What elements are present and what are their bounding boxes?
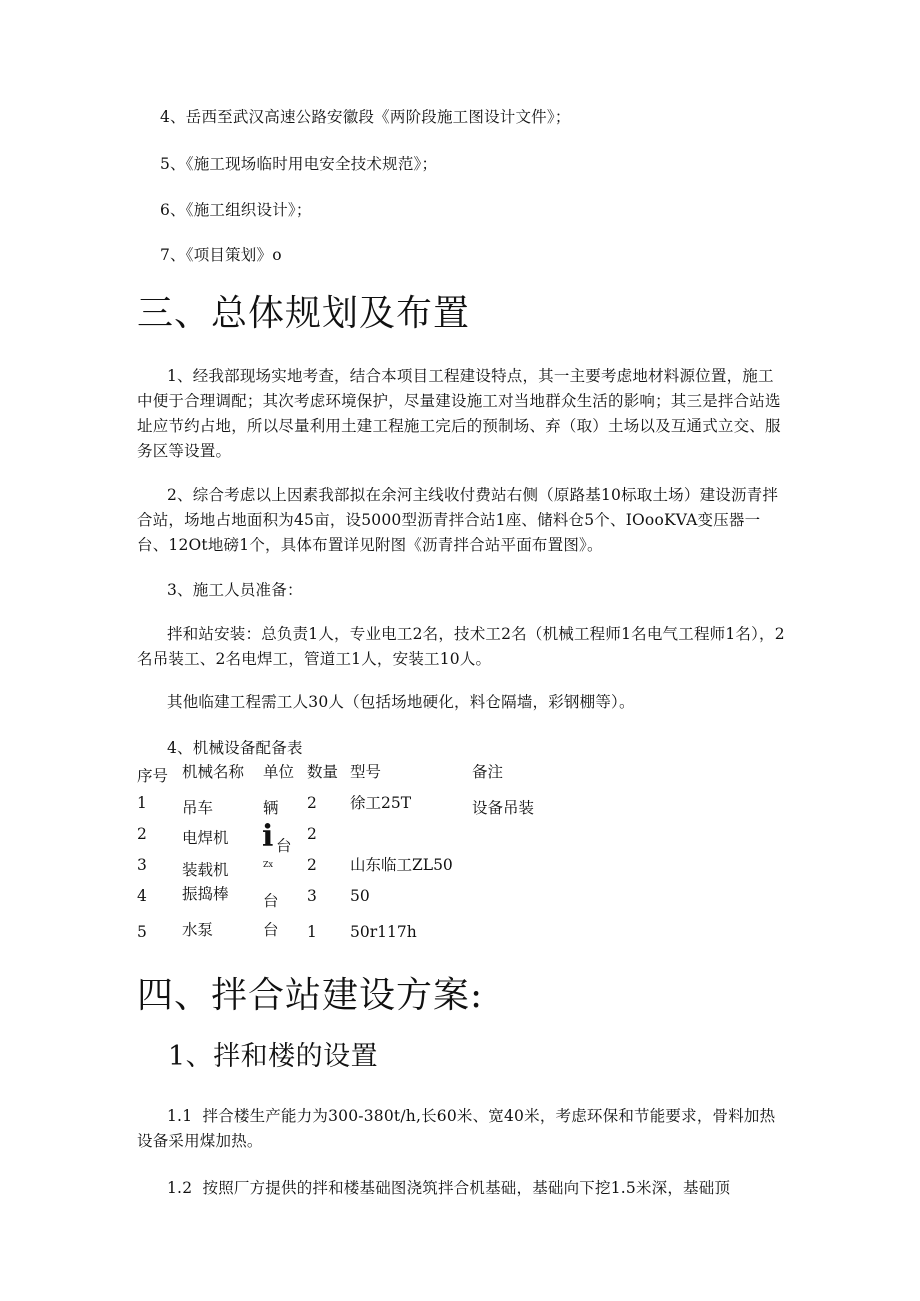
table-header-name: 机械名称: [182, 763, 245, 781]
section-3-paragraph-5: 其他临建工程需工人30人（包括场地硬化，料仓隔墙，彩钢棚等）。: [167, 693, 635, 711]
section-3-paragraph-1: 1、经我部现场实地考查，结合本项目工程建设特点，其一主要考虑地材料源位置，施工中便于合理调配；其次考虑环境保护，尽量建设施工对当地群众生活的影响；其三是拌合站选址应节约占地，所以尽量利用土建工程施工完后的预制场、弃（取）土场以及互通式立交、服务区等设置。: [137, 367, 781, 460]
table-header-index: 序号: [137, 767, 169, 785]
table-row-2-qty: 2: [307, 825, 317, 843]
table-row-1-unit: 辆: [263, 799, 279, 817]
table-row-5-unit: 台: [263, 921, 279, 939]
section-4-heading: 四、拌合站建设方案:: [137, 975, 484, 1016]
table-row-1-model: 徐工25T: [350, 794, 412, 812]
table-row-4-unit: 台: [263, 892, 279, 910]
table-row-3-artifact-zx: Zx: [263, 860, 274, 869]
reference-item-7: 7、《项目策划》o: [160, 246, 282, 264]
section-4-paragraph-1-1: 1.1 拌合楼生产能力为300-380t∕h,长60米、宽40米，考虑环保和节能要求，骨料加热设备采用煤加热。: [137, 1107, 776, 1150]
table-row-5-name: 水泵: [182, 921, 214, 939]
section-3-paragraph-4: 拌和站安装：总负责1人，专业电工2名，技术工2名（机械工程师1名电气工程师1名），2名吊装工、2名电焊工，管道工1人，安装工10人。: [137, 625, 785, 668]
table-row-4-name: 振捣棒: [182, 885, 229, 903]
table-row-3-model: 山东临工ZL50: [350, 856, 453, 874]
table-row-1-note: 设备吊装: [472, 799, 535, 817]
table-header-model: 型号: [350, 763, 382, 781]
table-row-4-index: 4: [137, 887, 147, 905]
table-header-note: 备注: [472, 763, 504, 781]
table-row-3-index: 3: [137, 856, 147, 874]
table-row-2-name: 电焊机: [182, 829, 229, 847]
table-row-1-index: 1: [137, 794, 147, 812]
table-row-5-qty: 1: [307, 923, 317, 941]
table-row-3-name: 装载机: [182, 861, 229, 879]
section-3-paragraph-2: 2、综合考虑以上因素我部拟在余河主线收付费站右侧（原路基10标取土场）建设沥青拌合站，场地占地面积为45亩，设5000型沥青拌合站1座、储料仓5个、IOooKVA变压器一台、12Ot地磅1个，具体布置详见附图《沥青拌合站平面布置图》。: [137, 486, 779, 554]
table-row-5-index: 5: [137, 923, 147, 941]
table-row-1-name: 吊车: [182, 799, 214, 817]
table-row-1-qty: 2: [307, 794, 317, 812]
table-header-qty: 数量: [307, 763, 339, 781]
table-header-unit: 单位: [263, 763, 295, 781]
table-row-3-qty: 2: [307, 856, 317, 874]
section-4-subheading-1: 1、拌和楼的设置: [168, 1041, 379, 1072]
section-3-heading: 三、总体规划及布置: [137, 293, 471, 334]
reference-item-6: 6、《施工组织设计》；: [160, 201, 312, 219]
table-row-4-model: 50: [350, 887, 370, 905]
section-4-paragraph-1-2: 1.2 按照厂方提供的拌和楼基础图浇筑拌合机基础，基础向下挖1.5米深，基础顶: [167, 1179, 731, 1197]
table-row-4-qty: 3: [307, 887, 317, 905]
table-row-5-model: 50r117h: [350, 923, 417, 941]
table-row-2-unit: 台: [276, 837, 292, 855]
section-3-paragraph-3: 3、施工人员准备：: [167, 581, 303, 599]
equipment-table-caption: 4、机械设备配备表: [167, 739, 303, 757]
reference-item-5: 5、《施工现场临时用电安全技术规范》；: [160, 155, 438, 173]
table-row-2-index: 2: [137, 825, 147, 843]
table-row-2-artifact-i: i: [262, 819, 274, 854]
reference-item-4: 4、岳西至武汉高速公路安徽段《两阶段施工图设计文件》；: [160, 108, 571, 126]
